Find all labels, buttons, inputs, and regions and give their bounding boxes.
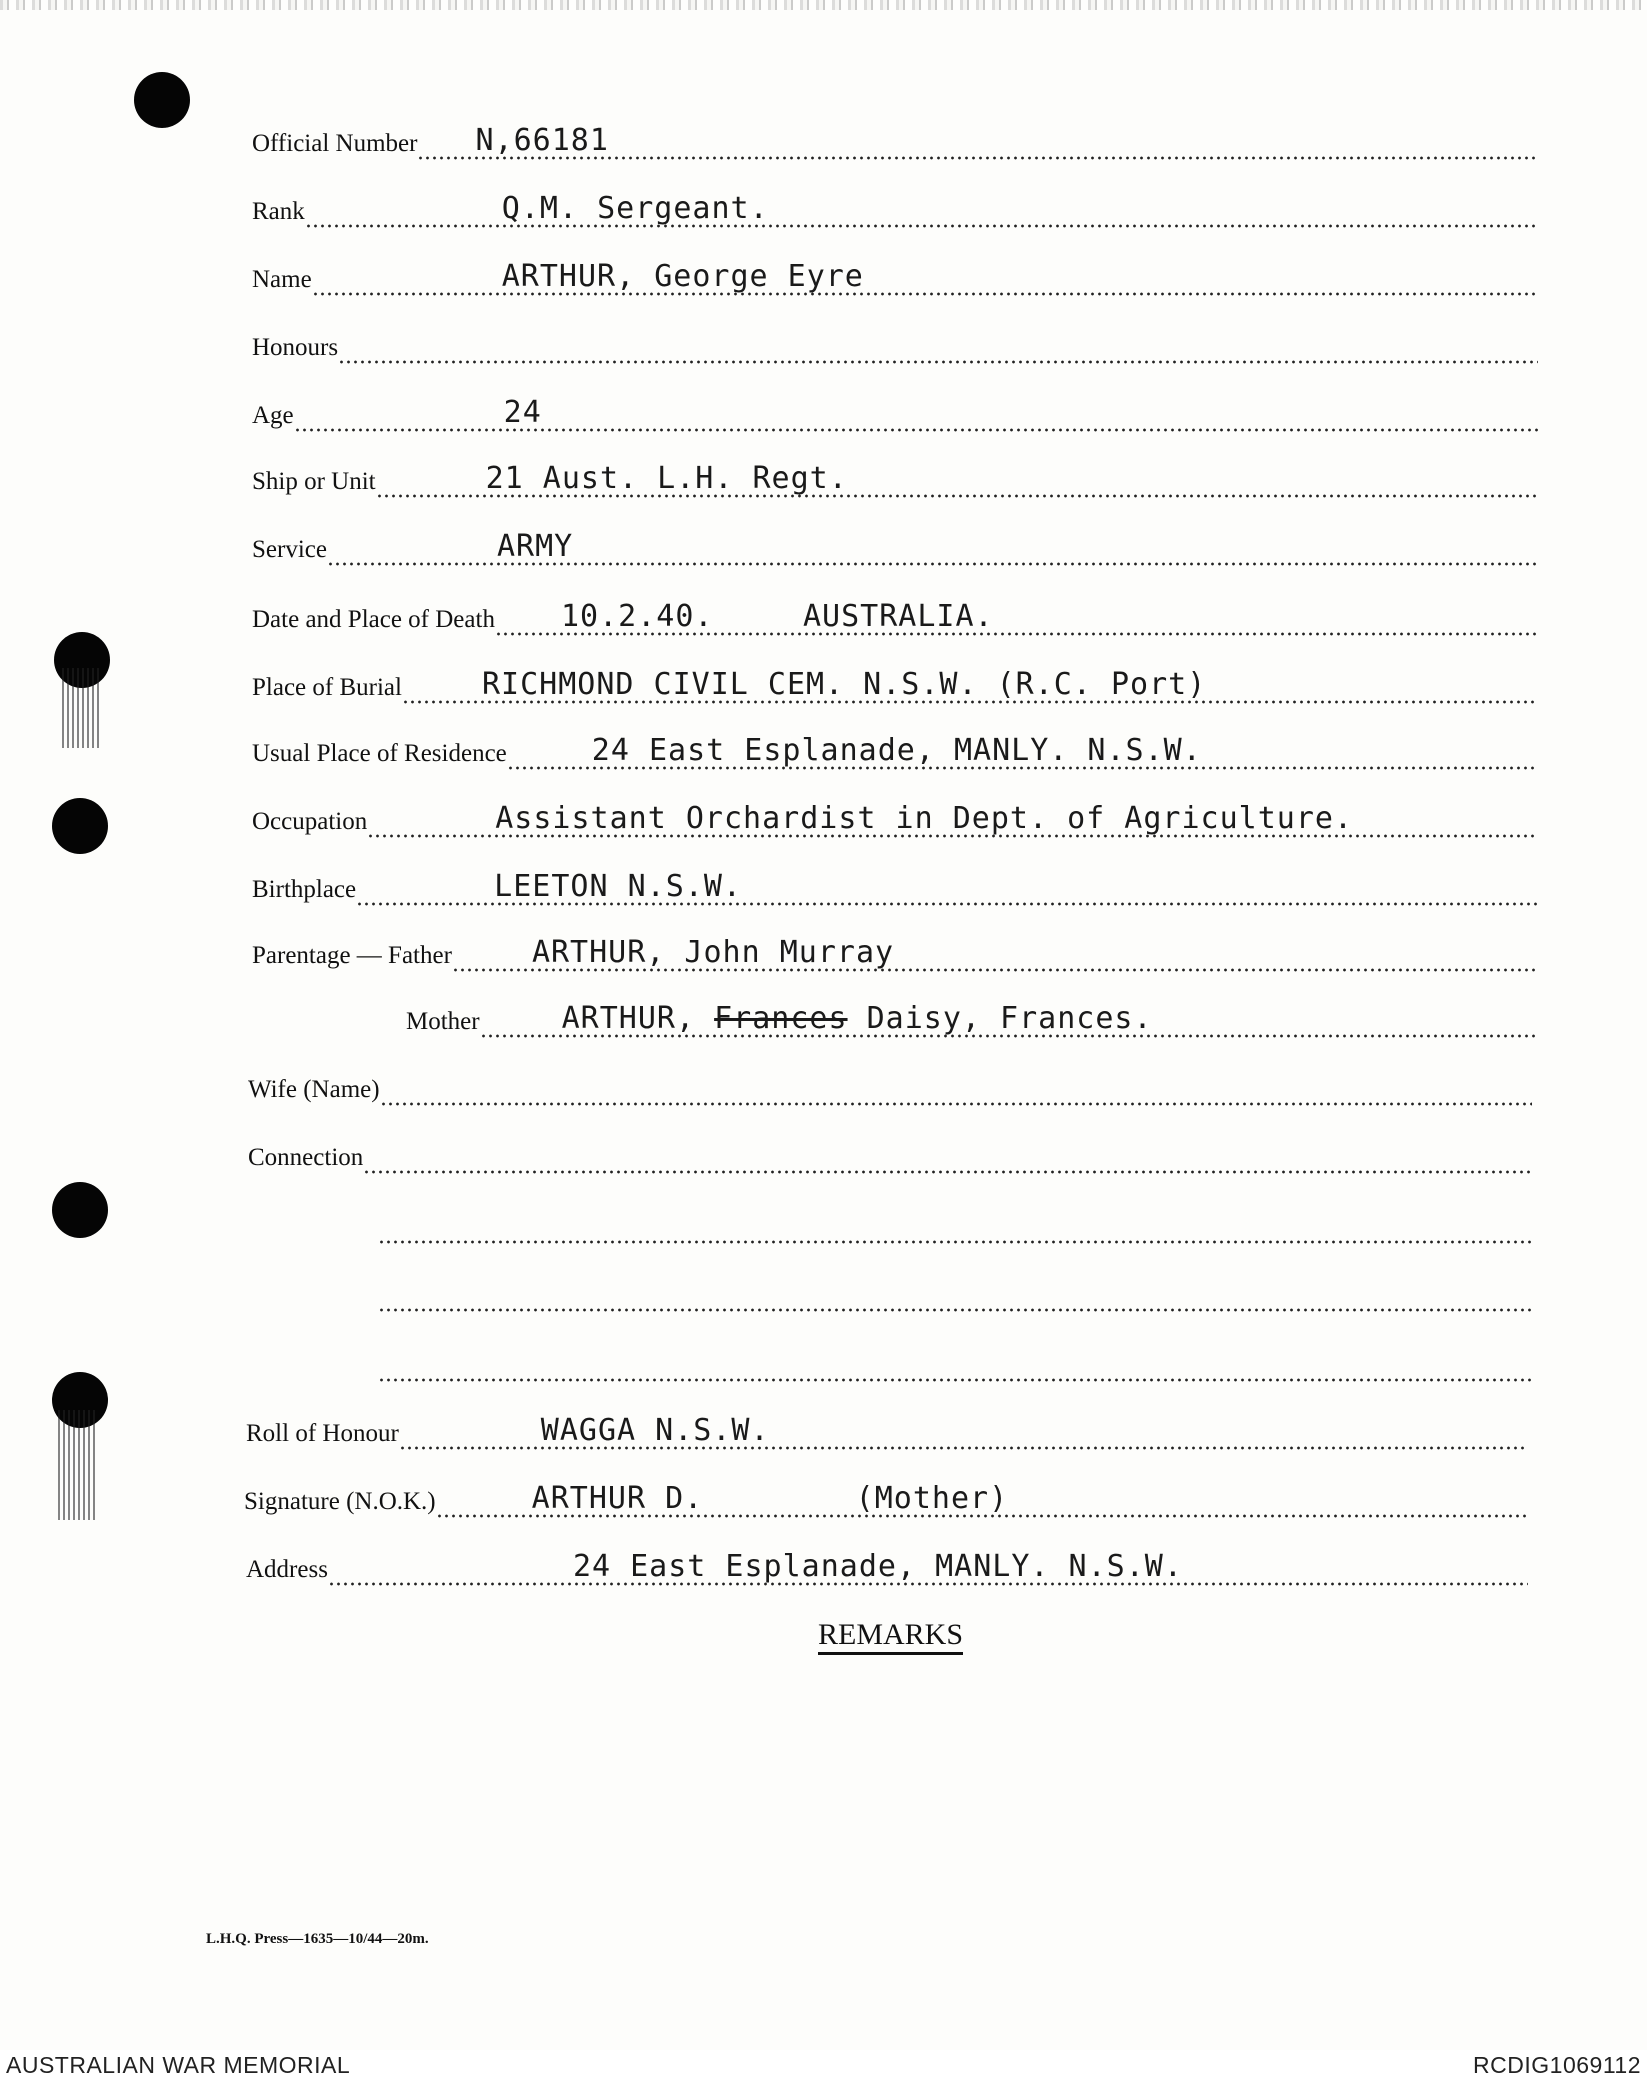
- value-official-number: N,66181: [475, 123, 609, 158]
- label-age: Age: [252, 402, 294, 429]
- row-roll-of-honour: [246, 1410, 1528, 1450]
- value-place-of-burial: RICHMOND CIVIL CEM. N.S.W. (R.C. Port): [481, 667, 1207, 702]
- row-date-place-death: [252, 596, 1538, 636]
- value-name: ARTHUR, George Eyre: [501, 259, 864, 294]
- label-official-number: Official Number: [252, 130, 418, 157]
- value-ship-or-unit: 21 Aust. L.H. Regt.: [485, 461, 848, 496]
- row-father: [252, 932, 1538, 972]
- row-honours: [252, 324, 1538, 364]
- row-service: [252, 526, 1538, 566]
- label-connection: Connection: [248, 1144, 364, 1171]
- row-address: [246, 1546, 1528, 1586]
- punch-hole-4: [52, 1182, 108, 1238]
- row-signature: [244, 1478, 1528, 1518]
- value-death-place: AUSTRALIA.: [802, 599, 994, 634]
- row-connection-line-2: [378, 1204, 1532, 1244]
- value-signature-name: ARTHUR D.: [531, 1481, 704, 1516]
- leader-usual-residence: [507, 730, 1538, 770]
- label-ship-or-unit: Ship or Unit: [252, 468, 376, 495]
- value-death-date: 10.2.40.: [560, 599, 714, 634]
- leader-connection-4: [378, 1342, 1532, 1382]
- leader-age: [294, 392, 1538, 432]
- leader-father: [452, 932, 1538, 972]
- value-birthplace: LEETON N.S.W.: [494, 869, 742, 904]
- label-mother: Mother: [406, 1008, 480, 1035]
- label-place-of-burial: Place of Burial: [252, 674, 402, 701]
- label-service: Service: [252, 536, 327, 563]
- row-usual-residence: [252, 730, 1538, 770]
- row-rank: [252, 188, 1538, 228]
- label-occupation: Occupation: [252, 808, 368, 835]
- leader-roll-of-honour: [399, 1410, 1528, 1450]
- value-rank: Q.M. Sergeant.: [501, 191, 769, 226]
- footer-record-id: RCDIG1069112: [1473, 2052, 1641, 2078]
- punch-hole-1: [134, 72, 190, 128]
- leader-address: [328, 1546, 1528, 1586]
- leader-honours: [338, 324, 1538, 364]
- leader-connection-3: [378, 1272, 1532, 1312]
- value-mother-surname: ARTHUR,: [561, 1001, 696, 1036]
- row-name: [252, 256, 1538, 296]
- leader-name: [312, 256, 1538, 296]
- label-rank: Rank: [252, 198, 305, 225]
- leader-rank: [305, 188, 1538, 228]
- value-service: ARMY: [496, 529, 574, 564]
- row-connection-line-4: [378, 1342, 1532, 1382]
- scan-edge-noise: [0, 0, 1647, 10]
- label-wife: Wife (Name): [248, 1076, 380, 1103]
- label-roll-of-honour: Roll of Honour: [246, 1420, 399, 1447]
- leader-occupation: [367, 798, 1538, 838]
- leader-official-number: [417, 120, 1538, 160]
- row-official-number: [252, 120, 1538, 160]
- row-connection-line-3: [378, 1272, 1532, 1312]
- leader-date-place-death: [495, 596, 1538, 636]
- leader-service: [327, 526, 1538, 566]
- remarks-heading: REMARKS: [818, 1620, 963, 1655]
- value-occupation: Assistant Orchardist in Dept. of Agriculture.: [495, 801, 1354, 836]
- value-mother-rest: Daisy, Frances.: [866, 1001, 1153, 1036]
- print-reference: L.H.Q. Press—1635—10/44—20m.: [206, 1931, 429, 1947]
- leader-ship-or-unit: [376, 458, 1538, 498]
- row-place-of-burial: [252, 664, 1538, 704]
- label-address: Address: [246, 1556, 328, 1583]
- scan-smear-1: [62, 668, 102, 748]
- value-age: 24: [503, 395, 542, 430]
- punch-hole-3: [52, 798, 108, 854]
- leader-connection: [363, 1134, 1532, 1174]
- footer-institution: AUSTRALIAN WAR MEMORIAL: [6, 2052, 351, 2078]
- scan-smear-2: [58, 1410, 98, 1520]
- label-name: Name: [252, 266, 312, 293]
- row-occupation: [252, 798, 1538, 838]
- row-wife: [248, 1066, 1532, 1106]
- label-honours: Honours: [252, 334, 339, 361]
- leader-birthplace: [356, 866, 1538, 906]
- value-address: 24 East Esplanade, MANLY. N.S.W.: [572, 1549, 1183, 1584]
- label-usual-residence: Usual Place of Residence: [252, 740, 507, 767]
- row-connection: [248, 1134, 1532, 1174]
- value-mother: [561, 1001, 1153, 1036]
- value-signature-relation: (Mother): [855, 1481, 1009, 1516]
- row-birthplace: [252, 866, 1538, 906]
- label-signature: Signature (N.O.K.): [244, 1488, 436, 1515]
- leader-place-of-burial: [402, 664, 1538, 704]
- label-birthplace: Birthplace: [252, 876, 357, 903]
- row-age: [252, 392, 1538, 432]
- leader-mother: [480, 998, 1538, 1038]
- label-date-place-death: Date and Place of Death: [252, 606, 495, 633]
- value-mother-struck: Frances: [714, 1001, 848, 1036]
- leader-signature: [436, 1478, 1528, 1518]
- row-ship-or-unit: [252, 458, 1538, 498]
- value-father: ARTHUR, John Murray: [531, 935, 895, 970]
- label-father: Parentage — Father: [252, 942, 452, 969]
- value-usual-residence: 24 East Esplanade, MANLY. N.S.W.: [591, 733, 1202, 768]
- row-mother: [406, 998, 1538, 1038]
- leader-connection-2: [378, 1204, 1532, 1244]
- value-roll-of-honour: WAGGA N.S.W.: [540, 1413, 770, 1448]
- leader-wife: [380, 1066, 1532, 1106]
